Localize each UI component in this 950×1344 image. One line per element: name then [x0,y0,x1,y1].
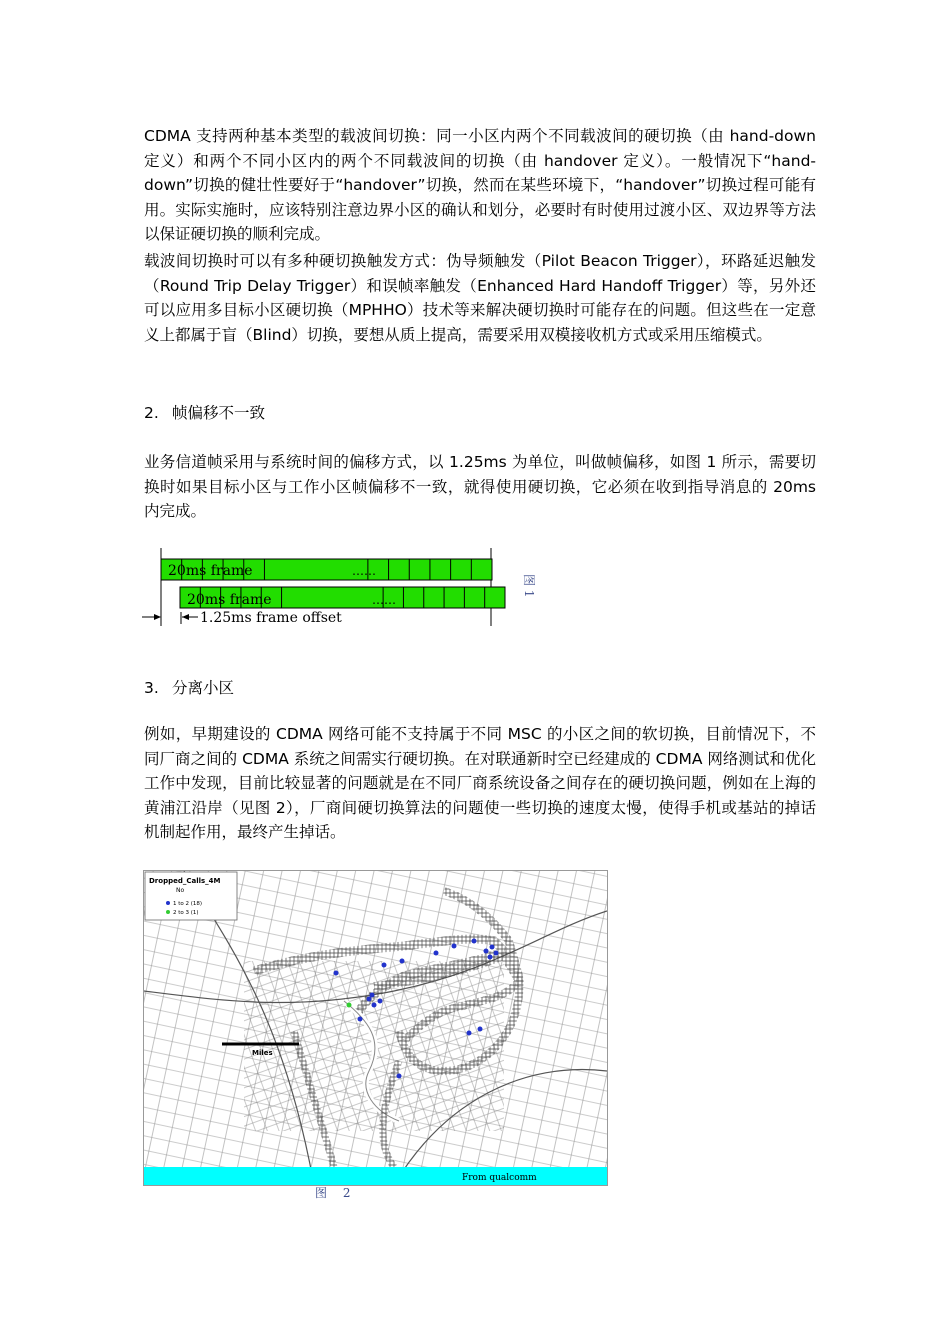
frame-row-1-label: 20ms frame [168,563,253,579]
frame-row-2-dots: …… [372,593,396,607]
section-title: 帧偏移不一致 [172,404,266,422]
section-heading-3 [144,676,234,698]
section-heading-2 [144,401,265,423]
map-footer-text: From qualcomm [462,1173,537,1183]
frame-offset-diagram [140,546,540,628]
section-number: 2. [144,404,159,422]
dropped-call-point-2to3 [347,1003,352,1008]
legend-title: Dropped_Calls_4M [149,877,221,885]
map-footer-strip [144,1167,607,1185]
frame-row-2-label: 20ms frame [187,592,272,608]
paragraph-intro: CDMA 支持两种基本类型的载波间切换：同一小区内两个不同载波间的硬切换（由 hand-down 定义）和两个不同小区内的两个不同载波间的切换（由 handover 定义）。一般情况下“hand-down”切换的健壮性要好于“handover”切换，然而在某些环境下，“handover”切换过程可能有用。实际实施时，应该特别注意边界小区的确认和划分，必要时有时使用过渡小区、双边界等方法以保证硬切换的顺利完成。 [144,127,816,244]
paragraph-split-cell: 例如，早期建设的 CDMA 网络可能不支持属于不同 MSC 的小区之间的软切换，目前情况下，不同厂商之间的 CDMA 系统之间需实行硬切换。在对联通新时空已经建成的 CDMA 网络测试和优化工作中发现，目前比较显著的问题就是在不同厂商系统设备之间存在的硬切换问题，例如在上海的黄浦江沿岸（见图 2），厂商间硬切换算法的问题使一些切换的速度太慢，使得手机或基站的掉话机制起作用，最终产生掉话。 [144,725,816,842]
scale-label: Miles [252,1049,273,1057]
legend-item-2to3: 2 to 3 (1) [173,910,199,916]
offset-arrowhead-left [154,614,161,620]
paragraph-triggers: 载波间切换时可以有多种硬切换触发方式：伪导频触发（Pilot Beacon Trigger），环路延迟触发（Round Trip Delay Trigger）和误帧率触发（Enhanced Hard Handoff Trigger）等，另外还可以应用多目标小区硬切换（MPHHO）技术等来解决硬切换时可能存在的问题。但这些在一定意义上都属于盲（Blind）切换，要想从质上提高，需要采用双模接收机方式或采用压缩模式。 [144,252,816,344]
dropped-calls-map [143,870,608,1186]
section-title: 分离小区 [172,679,235,697]
figure-1-caption: 图 1 [522,574,536,598]
figure-2-caption: 图 2 [315,1186,357,1200]
frame-row-1-dots: …… [352,564,376,578]
paragraph-frame-offset: 业务信道帧采用与系统时间的偏移方式，以 1.25ms 为单位，叫做帧偏移，如图 1 所示，需要切换时如果目标小区与工作小区帧偏移不一致，就得使用硬切换，它必须在收到指导消息的 20ms 内完成。 [144,453,816,521]
legend-item-1to2: 1 to 2 (18) [173,901,203,907]
legend-subtitle: No [176,887,185,894]
legend-marker-2to3 [166,910,170,914]
map-canvas [144,871,607,1185]
offset-label: 1.25ms frame offset [200,610,342,626]
legend-marker-1to2 [166,901,170,905]
section-number: 3. [144,679,159,697]
